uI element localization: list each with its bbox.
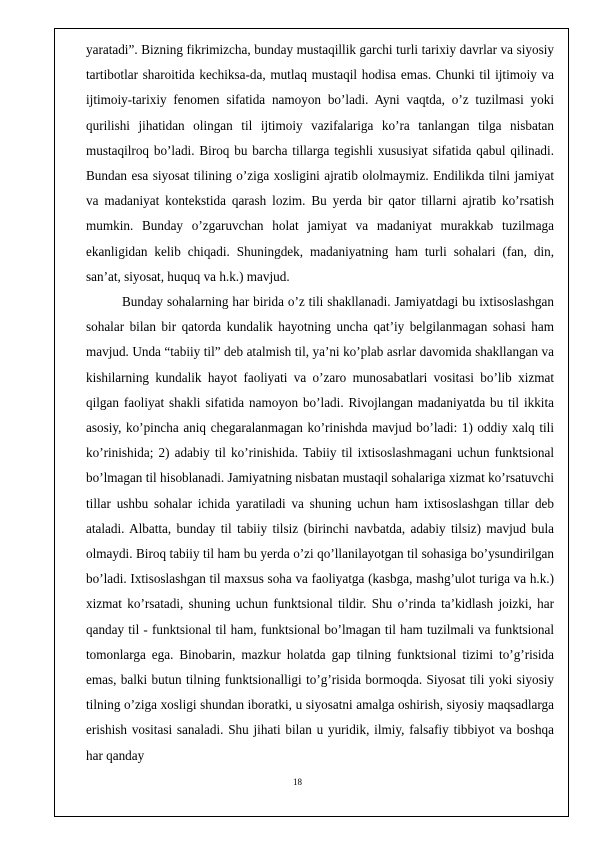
paragraph-1: yaratadi”. Bizning fikrimizcha, bunday mustaqillik garchi turli tarixiy davrlar va siyosiy tartibotlar sharoitida kechiksa-da, mutlaq mustaqil hodisa emas. Chunki til ijtimoiy va ijtimoiy-tarixiy fenomen sifatida namoyon bo’ladi. Ayni vaqtda, o’z tuzilmasi yoki qurilishi jihatidan olingan til ijtimoiy vazifalariga ko’ra tanlangan tilga nisbatan mustaqilroq bo’ladi. Biroq bu barcha tillarga tegishli xususiyat sifatida qabul qilinadi. Bundan esa siyosat tilining o’ziga xosligini ajratib ololmaymiz. Endilikda tilni jamiyat va madaniyat kontekstida qarash lozim. Bu yerda bir qator tillarni ajratib ko’rsatish mumkin. Bunday o’zgaruvchan holat jamiyat va madaniyat murakkab tuzilmaga ekanligidan kelib chiqadi. Shuningdek, madaniyatning ham turli sohalari (fan, din, san’at, siyosat, huquq va h.k.) mavjud. [86,42,554,284]
paragraph-2: Bunday sohalarning har birida o’z tili shakllanadi. Jamiyatdagi bu ixtisoslashgan sohalar bilan bir qatorda kundalik hayotning uncha qat’iy belgilanmagan sohasi ham mavjud. Unda “tabiiy til” deb atalmish til, ya’ni ko’plab asrlar davomida shakllangan va kishilarning kundalik hayot faoliyati va o’zaro munosabatlari vositasi bo’lib xizmat qilgan faoliyat shakli sifatida namoyon bo’ladi. Rivojlangan madaniyatda bu til ikkita asosiy, ko’pincha aniq chegaralanmagan ko’rinishda mavjud bo’ladi: 1) oddiy xalq tili ko’rinishida; 2) adabiy til ko’rinishida. Tabiiy til ixtisoslashmagani uchun funktsional bo’lmagan til hisoblanadi. Jamiyatning nisbatan mustaqil sohalariga xizmat ko’rsatuvchi tillar ushbu sohalar ichida yaratiladi va shuning uchun ham ixtisoslashgan tillar deb ataladi. Albatta, bunday til tabiiy tilsiz (birinchi navbatda, adabiy tilsiz) mavjud bula olmaydi. Biroq tabiiy til ham bu yerda o’zi qo’llanilayotgan til sohasiga bo’ysundirilgan bo’ladi. Ixtisoslashgan til maxsus soha va faoliyatga (kasbga, mashg’ulot turiga va h.k.) xizmat ko’rsatadi, shuning uchun funktsional tildir. Shu o’rinda ta’kidlash joizki, har qanday til - funktsional til ham, funktsional bo’lmagan til ham tuzilmali va funktsional tomonlarga ega. Binobarin, mazkur holatda gap tilning funktsional tizimi to’g’risida emas, balki butun tilning funktsionalligi to’g’risida bormoqda. Siyosat tili yoki siyosiy tilning o’ziga xosligi shundan iboratki, u siyosatni amalga oshirish, siyosiy maqsadlarga erishish vositasi sanaladi. Shu jihati bilan u yuridik, ilmiy, falsafiy tibbiyot va boshqa har qanday [86,294,554,763]
document-body [86,37,554,768]
page-number: 18 [293,777,302,787]
